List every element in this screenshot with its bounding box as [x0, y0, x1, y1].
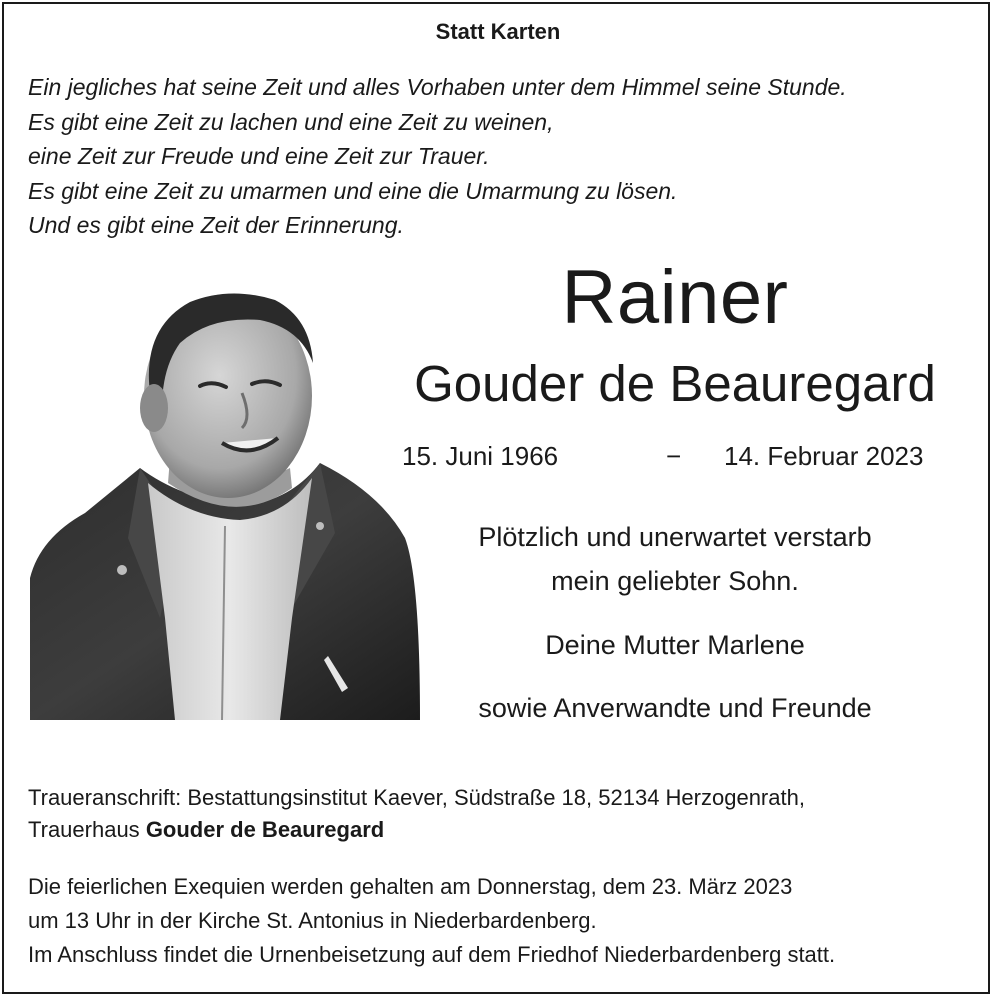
verse-block — [28, 70, 847, 243]
message-line-1: Plötzlich und unerwartet verstarb — [478, 522, 872, 552]
verse-line: eine Zeit zur Freude und eine Zeit zur Trauer. — [28, 143, 490, 169]
deceased-first-name: Rainer — [561, 255, 789, 340]
verse-line: Es gibt eine Zeit zu umarmen und eine die Umarmung zu lösen. — [28, 177, 678, 204]
message-line-2: mein geliebter Sohn. — [551, 566, 799, 596]
address-prefix: Trauerhaus — [28, 817, 146, 842]
verse-line: Ein jegliches hat seine Zeit und alles Vorhaben unter dem Himmel seine Stunde. — [28, 74, 847, 100]
deceased-last-name: Gouder de Beauregard — [414, 355, 936, 412]
portrait-photo — [30, 288, 420, 720]
birth-date: 15. Juni 1966 — [402, 441, 559, 471]
service-line: um 13 Uhr in der Kirche St. Antonius in Niederbardenberg. — [28, 908, 597, 933]
notice-header: Statt Karten — [435, 19, 561, 44]
mourner-name: Deine Mutter Marlene — [545, 630, 805, 660]
service-details — [28, 870, 835, 972]
address-line-1: Traueranschrift: Bestattungsinstitut Kaever, Südstraße 18, 52134 Herzogenrath, — [28, 785, 805, 810]
address-line-2 — [28, 814, 805, 846]
verse-line: Und es gibt eine Zeit der Erinnerung. — [28, 212, 404, 238]
verse-line: Es gibt eine Zeit zu lachen und eine Zeit zu weinen, — [28, 108, 554, 135]
death-date: 14. Februar 2023 — [724, 441, 924, 471]
address-family-name: Gouder de Beauregard — [145, 817, 385, 842]
date-dash: − — [666, 441, 682, 471]
service-line: Im Anschluss findet die Urnenbeisetzung auf dem Friedhof Niederbardenberg statt. — [28, 942, 836, 967]
relatives-line: sowie Anverwandte und Freunde — [478, 693, 872, 723]
mourning-address — [28, 782, 805, 846]
service-line: Die feierlichen Exequien werden gehalten am Donnerstag, dem 23. März 2023 — [28, 874, 793, 899]
